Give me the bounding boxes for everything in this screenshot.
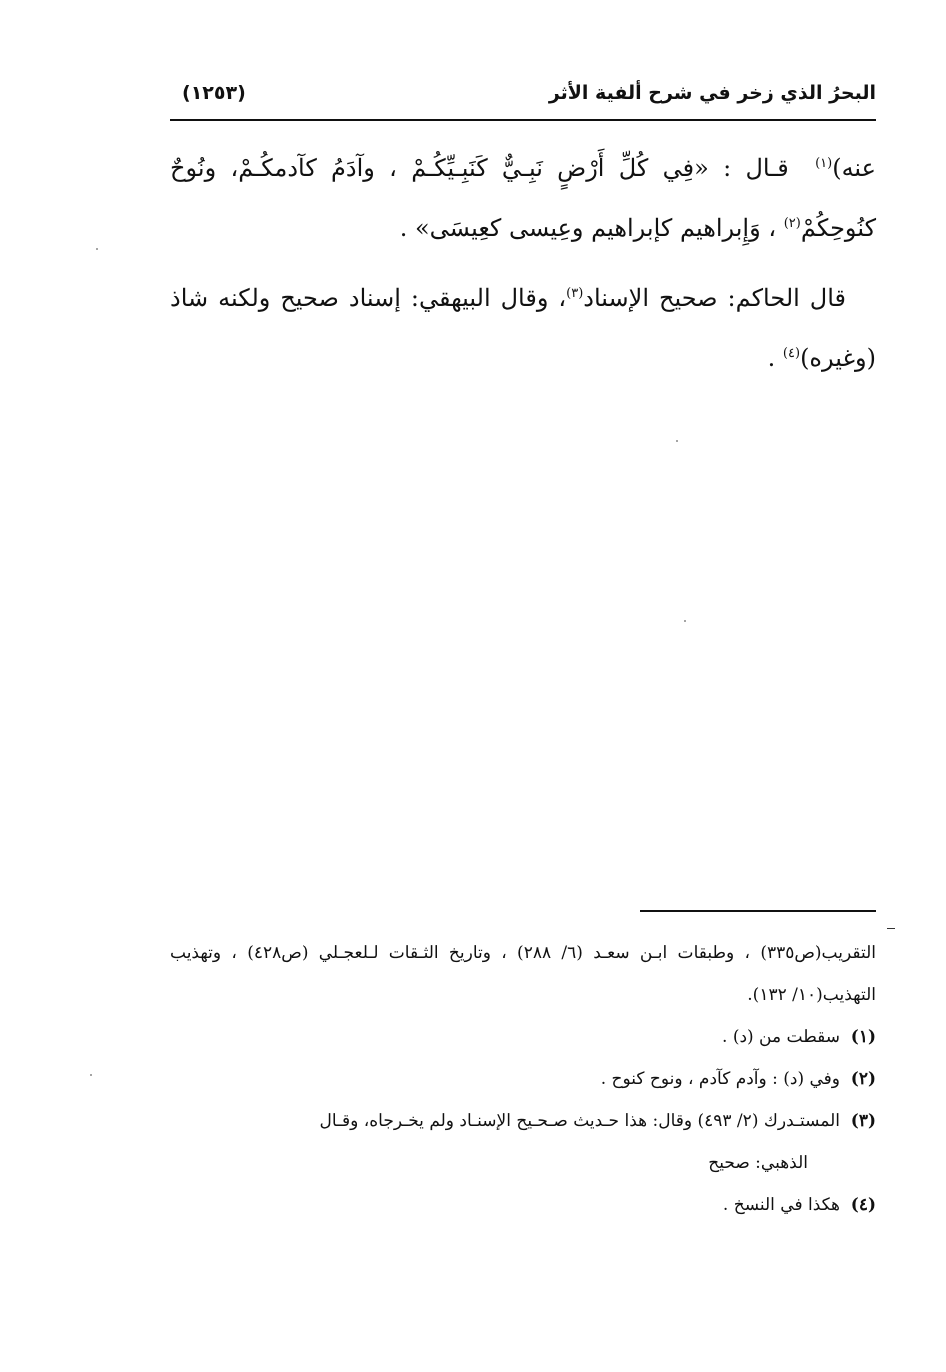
footnote-text: المستـدرك (٢/ ٤٩٣) وقال: هذا حـديث صـحـيح الإسنـاد ولم يخـرجاه، وقـال (319, 1111, 840, 1131)
footnote-number: (١) (850, 1027, 876, 1047)
footnote-ref-4: (٤) (782, 346, 801, 361)
footnote-1 (170, 1016, 876, 1058)
footnote-text: سقطت من (د) . (722, 1027, 840, 1047)
page-number: (١٢٥٣) (182, 82, 246, 104)
scan-speck (684, 620, 686, 622)
footnote-ref-3: (٣) (566, 286, 584, 301)
scan-speck (676, 440, 678, 442)
main-text (170, 138, 876, 398)
footnote-number: (٣) (850, 1111, 876, 1131)
hadith-lead: عنه) (832, 154, 876, 182)
footnote-ref-1: (١) (815, 156, 833, 171)
footnote-continuation: التقريب(ص٣٣٥) ، وطبقات ابـن سعـد (٦/ ٢٨٨) ، وتاريخ الثـقات لـلعجـلي (ص٤٢٨) ، وتهذيب التهذيب(١٠/ ١٣٢). (170, 943, 876, 1005)
hadith-text: قـال : «فِي كُلِّ أَرْضٍ نَبِـيٌّ كَنَبِـيِّكُـمْ ، وآدَمُ كآدمكُـمْ، ونُوحٌ كنُوحِكُمْ (170, 154, 876, 242)
hadith-tail: ، وَإِبراهيم كإبراهيم وعِيسى كعِيسَى» . (399, 214, 777, 242)
grading-text-1: قال الحاكم: صحيح الإسناد (583, 284, 846, 312)
footnote-text: هكذا في النسخ . (722, 1195, 840, 1215)
footnote-2 (170, 1058, 876, 1100)
footnote-separator (640, 910, 876, 912)
running-title: البحرُ الذي زخر في شرح ألفية الأثر (548, 82, 876, 104)
footnote-text-wrap (170, 1100, 840, 1184)
footnote-text: وفي (د) : وآدم كآدم ، ونوح كنوح . (600, 1069, 840, 1089)
grading-tail: . (767, 344, 776, 372)
paragraph-grading (170, 268, 876, 388)
scan-speck (90, 1074, 92, 1076)
scan-speck (96, 248, 98, 250)
footnote-number: (٢) (850, 1069, 876, 1089)
footnote-ref-2: (٢) (783, 216, 801, 231)
grading-text-2: ، وقال البيهقي: إسناد صحيح ولكنه شاذ (وغيره) (170, 284, 876, 372)
running-header (170, 78, 876, 114)
margin-mark (887, 928, 895, 929)
footnotes (170, 932, 876, 1226)
footnote-4 (170, 1184, 876, 1226)
footnote-text-continued: الذهبي: صحيح (708, 1153, 808, 1173)
paragraph-hadith (170, 138, 876, 258)
footnote-3 (170, 1100, 876, 1184)
header-rule (170, 119, 876, 121)
footnote-number: (٤) (850, 1195, 876, 1215)
